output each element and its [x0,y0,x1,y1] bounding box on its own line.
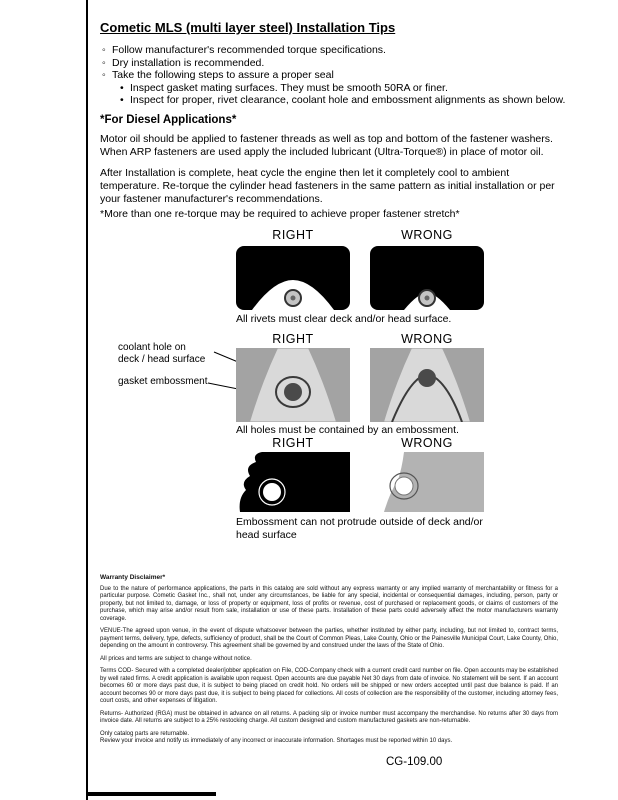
rivet-clearance-right-diagram [236,246,350,310]
rivet-clearance-wrong-diagram [370,246,484,310]
row3-caption: Embossment can not protrude outside of deck and/or head surface [236,516,483,541]
list-item [102,44,565,57]
list-item [102,57,565,70]
bottom-rule [88,792,216,796]
list-item [102,82,565,95]
protrusion-right-diagram [236,452,350,512]
tip-text: Inspect gasket mating surfaces. They must be smooth 50RA or finer. [130,81,448,94]
disclaimer-heading: Warranty Disclaimer* [100,574,166,581]
embossment-wrong-diagram [370,348,484,422]
bullet-icon: • [120,94,124,107]
diesel-applications-heading: *For Diesel Applications* [100,114,237,126]
right-label-row3: RIGHT [272,436,314,450]
installation-tips-list [102,44,565,107]
tip-text: Inspect for proper, rivet clearance, coolant hole and embossment alignments as shown below. [130,94,566,107]
tip-text: Dry installation is recommended. [112,56,265,69]
disclaimer-paragraph: Returns- Authorized (RGA) must be obtained in advance on all returns. A packing slip or invoice number must accompany the merchandise. No returns after 30 days from invoice date. All returns are subject to a 25% restocking charge. All custom designed and custom manufactured gaskets are non-returnable. [100,710,558,724]
wrong-label-row3: WRONG [401,436,453,450]
list-item [102,94,565,107]
list-item [102,69,565,82]
protrusion-wrong-diagram [370,452,484,512]
open-bullet-icon: ◦ [102,44,106,56]
disclaimer-paragraph: VENUE-The agreed upon venue, in the event of dispute whatsoever between the parties, whether instituted by either party, including, but not limited to, contract terms, payment terms, delivery, type, defects, sufficiency of product, shall be the Court of Common Pleas, Lake County, Ohio or the Painesville Municipal Court, Lake County, Ohio, depending on the amount in controversy. This agreement shall be governed by and construed under the laws of the State of Ohio. [100,628,558,649]
page-code: CG-109.00 [386,756,443,768]
tip-text: Take the following steps to assure a proper seal [112,69,334,82]
coolant-hole-callout: coolant hole on deck / head surface [118,342,206,365]
diesel-paragraph-2: After Installation is complete, heat cycle the engine then let it completely cool to ambient temperature. Re-torque the cylinder head fasteners in the same pattern as initial installation or per your fastener manufacturer's recommendations. [100,167,555,205]
page-title: Cometic MLS (multi layer steel) Installation Tips [100,20,396,35]
diesel-paragraph-1: Motor oil should be applied to fastener threads as well as top and bottom of the fastener washers. When ARP fasteners are used apply the included lubricant (Ultra-Torque®) in place of motor oil. [100,133,553,158]
diagram-section [0,228,618,558]
disclaimer-paragraph: Only catalog parts are returnable. [100,730,190,737]
disclaimer-paragraph: All prices and terms are subject to change without notice. [100,655,252,662]
row1-caption: All rivets must clear deck and/or head surface. [236,313,452,325]
disclaimer-paragraph: Due to the nature of performance applications, the parts in this catalog are sold without any express warranty or any implied warranty of merchantability or fitness for a particular purpose. Cometic Gasket Inc., shall not, under any circumstances, be liable for any special, incidental or consequential damages, including, person, party or property, but not limited to, damage, or loss of property or equipment, loss of profits or revenue, cost of purchased or replacement goods, or claims of customers of the purchase, which may arise and/or result from sale, installation or use of these parts. Installation of these parts could adversely affect the motor manufacturers warranty coverage. [100,585,558,622]
disclaimer-paragraph: Terms COD- Secured with a completed dealer/jobber application on File, COD-Company check with a current credit card number on file. Open accounts may be established by well rated firms. A credit application is available upon request. Open accounts are due payable Net 30 days from date of invoice. No statement will be sent. If an account becomes 60 or more days past due, it is subject to being placed on credit hold. No orders will be shipped or new orders accepted until past due balance is paid. If an account becomes 90 or more days past due, it is subject to being placed for collections. All costs of collection are the responsibility of the customer, including attorney fees, court costs, and other expenses of litigation. [100,668,558,704]
right-label-row2: RIGHT [272,332,314,346]
tip-text: Follow manufacturer's recommended torque specifications. [112,44,386,56]
row2-caption: All holes must be contained by an embossment. [236,424,459,436]
retorque-note: *More than one re-torque may be required to achieve proper fastener stretch* [100,208,460,220]
embossment-right-diagram [236,348,350,422]
right-label-row1: RIGHT [272,228,314,242]
disclaimer-paragraph: Review your invoice and notify us immediately of any incorrect or inaccurate information. Shortages must be reported within 10 days. [100,738,453,744]
bullet-icon: • [120,81,124,94]
wrong-label-row1: WRONG [401,228,453,242]
open-bullet-icon: ◦ [102,56,106,69]
wrong-label-row2: WRONG [401,332,453,346]
warranty-disclaimer [100,574,558,751]
gasket-embossment-callout: gasket embossment [118,376,208,387]
open-bullet-icon: ◦ [102,69,106,82]
